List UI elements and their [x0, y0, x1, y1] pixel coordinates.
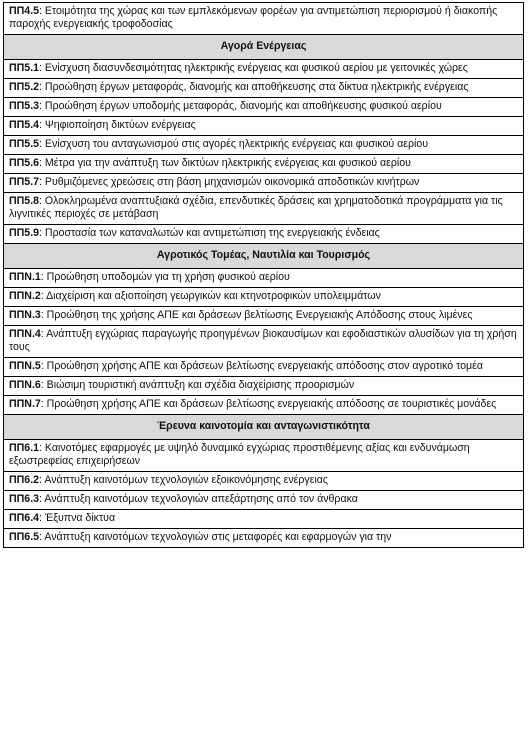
measure-cell	[4, 288, 524, 307]
measure-description: : Καινοτόμες εφαρμογές με υψηλό δυναμικό εγχώριας προστιθέμενης αξίας και ενδυνάμωση εξωστρεφείας επιχειρήσεων	[9, 442, 470, 467]
measure-description: : Μέτρα για την ανάπτυξη των δικτύων ηλεκτρικής ενέργειας και φυσικού αερίου	[39, 157, 411, 169]
measure-cell	[4, 117, 524, 136]
measure-cell	[4, 3, 524, 35]
measure-description: : Ανάπτυξη εγχώριας παραγωγής προηγμένων βιοκαυσίμων και εφοδιαστικών αλυσίδων για τη χρήση τους	[9, 328, 517, 353]
measure-code: ΠΠ5.8	[9, 195, 40, 207]
measure-code: ΠΠ6.4	[9, 512, 40, 524]
measure-cell	[4, 174, 524, 193]
measure-cell	[4, 307, 524, 326]
measure-code: ΠΠ6.2	[9, 474, 40, 486]
measure-code: ΠΠ5.6	[9, 157, 40, 169]
measure-cell	[4, 60, 524, 79]
measure-description: : Προστασία των καταναλωτών και αντιμετώπιση της ενεργειακής ένδειας	[39, 227, 380, 239]
measure-code: ΠΠΝ.3	[9, 309, 41, 321]
measure-code: ΠΠΝ.5	[9, 360, 41, 372]
policy-measures-table	[3, 2, 524, 548]
measure-description: : Έξυπνα δίκτυα	[39, 512, 116, 524]
section-header-row	[4, 244, 524, 269]
section-header-row	[4, 415, 524, 440]
measure-cell	[4, 510, 524, 529]
measure-code: ΠΠ5.4	[9, 119, 40, 131]
table-row	[4, 193, 524, 225]
measure-description: : Ανάπτυξη καινοτόμων τεχνολογιών στις μεταφορές και εφαρμογών για την	[39, 531, 392, 543]
table-row	[4, 510, 524, 529]
table-row	[4, 358, 524, 377]
measure-cell	[4, 491, 524, 510]
measure-code: ΠΠΝ.4	[9, 328, 41, 340]
section-title: Αγορά Ενέργειας	[4, 35, 524, 60]
measure-cell	[4, 326, 524, 358]
measure-cell	[4, 472, 524, 491]
measure-code: ΠΠΝ.1	[9, 271, 41, 283]
measure-cell	[4, 269, 524, 288]
measure-description: : Προώθηση χρήσης ΑΠΕ και δράσεων βελτίωσης ενεργειακής απόδοσης στον αγροτικό τομέα	[40, 360, 483, 372]
measure-description: : Βιώσιμη τουριστική ανάπτυξη και σχέδια διαχείρισης προορισμών	[40, 379, 355, 391]
table-row	[4, 529, 524, 548]
measure-cell	[4, 193, 524, 225]
measure-description: : Προώθηση της χρήσης ΑΠΕ και δράσεων βελτίωσης Ενεργειακής Απόδοσης στους λιμένες	[40, 309, 473, 321]
measure-description: : Προώθηση υποδομών για τη χρήση φυσικού αερίου	[40, 271, 290, 283]
table-row	[4, 269, 524, 288]
measure-cell	[4, 79, 524, 98]
measure-cell	[4, 98, 524, 117]
section-title: Αγροτικός Τομέας, Ναυτιλία και Τουρισμός	[4, 244, 524, 269]
table-row	[4, 79, 524, 98]
measure-cell	[4, 155, 524, 174]
measure-code: ΠΠ5.9	[9, 227, 40, 239]
table-row	[4, 472, 524, 491]
table-row	[4, 288, 524, 307]
measure-code: ΠΠ6.1	[9, 442, 40, 454]
table-row	[4, 3, 524, 35]
measure-code: ΠΠ5.7	[9, 176, 40, 188]
measure-cell	[4, 225, 524, 244]
section-title: Έρευνα καινοτομία και ανταγωνιστικότητα	[4, 415, 524, 440]
table-row	[4, 98, 524, 117]
measure-cell	[4, 440, 524, 472]
table-row	[4, 377, 524, 396]
measure-description: : Ολοκληρωμένα αναπτυξιακά σχέδια, επενδυτικές δράσεις και χρηματοδοτικά προγράμματα για τις λιγνιτικές περιοχές σε μετάβαση	[9, 195, 503, 220]
measure-description: : Ενίσχυση διασυνδεσιμότητας ηλεκτρικής ενέργειας και φυσικού αερίου με γειτονικές χώρες	[39, 62, 468, 74]
table-row	[4, 307, 524, 326]
table-row	[4, 117, 524, 136]
table-row	[4, 225, 524, 244]
measure-code: ΠΠΝ.6	[9, 379, 41, 391]
measure-code: ΠΠ4.5	[9, 5, 40, 17]
measure-description: : Διαχείριση και αξιοποίηση γεωργικών και κτηνοτροφικών υπολειμμάτων	[40, 290, 381, 302]
table-row	[4, 440, 524, 472]
measure-code: ΠΠ6.5	[9, 531, 40, 543]
table-row	[4, 491, 524, 510]
measure-code: ΠΠΝ.7	[9, 398, 41, 410]
measure-cell	[4, 377, 524, 396]
table-row	[4, 396, 524, 415]
section-header-row	[4, 35, 524, 60]
measure-description: : Ετοιμότητα της χώρας και των εμπλεκόμενων φορέων για αντιμετώπιση περιορισμού ή διακοπής παροχής ενεργειακής τροφοδοσίας	[9, 5, 498, 30]
table-row	[4, 60, 524, 79]
measure-description: : Προώθηση χρήσης ΑΠΕ και δράσεων βελτίωσης ενεργειακής απόδοσης σε τουριστικές μονάδες	[40, 398, 497, 410]
measure-description: : Προώθηση έργων μεταφοράς, διανομής και αποθήκευσης στα δίκτυα ηλεκτρικής ενέργειας	[39, 81, 469, 93]
measure-description: : Ενίσχυση του ανταγωνισμού στις αγορές ηλεκτρικής ενέργειας και φυσικού αερίου	[39, 138, 429, 150]
measure-code: ΠΠ5.3	[9, 100, 40, 112]
table-row	[4, 174, 524, 193]
measure-description: : Ανάπτυξη καινοτόμων τεχνολογιών εξοικονόμησης ενέργειας	[39, 474, 329, 486]
measure-code: ΠΠΝ.2	[9, 290, 41, 302]
table-row	[4, 136, 524, 155]
table-row	[4, 155, 524, 174]
measure-description: : Ρυθμιζόμενες χρεώσεις στη βάση μηχανισμών οικονομικά αποδοτικών κινήτρων	[39, 176, 420, 188]
measure-code: ΠΠ5.2	[9, 81, 40, 93]
measure-description: : Προώθηση έργων υποδομής μεταφοράς, διανομής και αποθήκευσης φυσικού αερίου	[39, 100, 442, 112]
measure-description: : Ανάπτυξη καινοτόμων τεχνολογιών απεξάρτησης από τον άνθρακα	[39, 493, 358, 505]
measure-code: ΠΠ6.3	[9, 493, 40, 505]
measure-code: ΠΠ5.1	[9, 62, 40, 74]
measure-cell	[4, 529, 524, 548]
measure-code: ΠΠ5.5	[9, 138, 40, 150]
table-row	[4, 326, 524, 358]
measure-description: : Ψηφιοποίηση δικτύων ενέργειας	[39, 119, 196, 131]
measure-cell	[4, 358, 524, 377]
measure-cell	[4, 396, 524, 415]
measure-cell	[4, 136, 524, 155]
table-body	[4, 3, 524, 548]
